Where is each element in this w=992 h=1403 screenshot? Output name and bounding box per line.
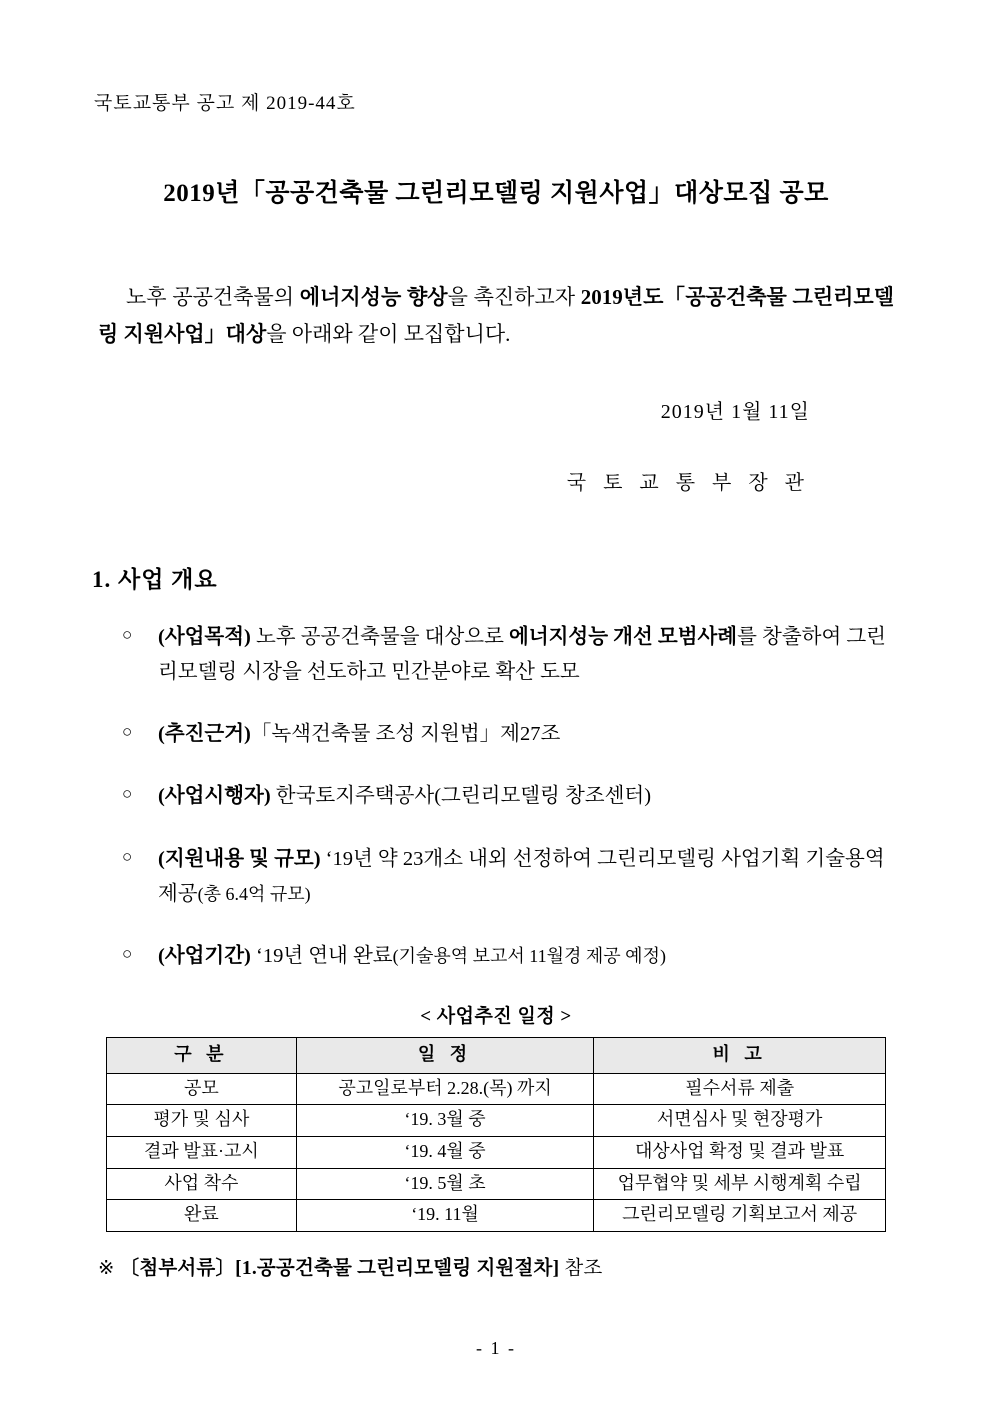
bullet-text-a: ‘19년 약 23개소 내외 선정하여 그린리모델링 사업기획 기술용역 제공 [158, 847, 885, 905]
table-header-row [107, 1038, 886, 1074]
list-item [114, 842, 900, 913]
bullet-marker-icon: ○ [122, 722, 133, 741]
table-row [107, 1200, 886, 1232]
bullet-text-small: (기술용역 보고서 11월경 제공 예정) [392, 946, 666, 966]
table-cell: ‘19. 4월 중 [296, 1137, 594, 1169]
bullet-label: (사업기간) [158, 945, 251, 967]
list-item [114, 939, 900, 974]
table-cell: 공모 [107, 1073, 297, 1105]
intro-text-3: 을 아래와 같이 모집합니다. [266, 321, 511, 346]
bullet-marker-icon: ○ [122, 846, 133, 866]
bullet-text-a: 노후 공공건축물을 대상으로 [250, 625, 510, 648]
table-row [107, 1168, 886, 1200]
issue-date: 2019년 1월 11일 [660, 400, 810, 423]
intro-bold-1: 에너지성능 향상 [299, 285, 448, 309]
bullet-marker-icon: ○ [122, 624, 133, 644]
page-number: - 1 - [476, 1338, 516, 1358]
bullet-text-a: 「녹색건축물 조성 지원법」제27조 [250, 723, 561, 745]
bullet-text-bold: 에너지성능 개선 모범사례 [509, 625, 738, 648]
bullet-text-small: (총 6.4억 규모) [197, 883, 311, 904]
table-cell: 서면심사 및 현장평가 [594, 1105, 886, 1137]
bullet-label: (사업시행자) [158, 785, 271, 808]
table-header-cell: 일 정 [296, 1038, 594, 1074]
table-cell: ‘19. 5월 초 [296, 1168, 594, 1200]
table-cell: 대상사업 확정 및 결과 발표 [594, 1137, 886, 1169]
intro-bold-2: 2019년도「공공건축물 그린리모델링 지원사업」대상 [98, 285, 894, 346]
intro-text-1: 노후 공공건축물의 [126, 285, 300, 309]
document-number: 국토교통부 공고 제 2019-44호 [94, 93, 356, 114]
table-cell: 업무협약 및 세부 시행계획 수립 [594, 1168, 886, 1200]
table-row [107, 1073, 886, 1105]
table-cell: 공고일로부터 2.28.(목) 까지 [296, 1073, 594, 1105]
table-cell: 사업 착수 [107, 1168, 297, 1200]
footnote-text: 참조 [559, 1257, 603, 1279]
intro-paragraph [98, 279, 894, 353]
section-heading-overview: 1. 사업 개요 [92, 566, 218, 592]
overview-bullet-list [114, 620, 900, 975]
schedule-table-caption: < 사업추진 일정 > [420, 1006, 572, 1028]
bullet-text-c: 를 창출하여 그린리모델링 시장을 선도하고 민간분야로 확산 도모 [158, 625, 886, 683]
table-cell: ‘19. 3월 중 [296, 1105, 594, 1137]
bullet-marker-icon: ○ [122, 784, 133, 804]
footnote [98, 1252, 900, 1280]
table-cell: 그린리모델링 기획보고서 제공 [594, 1200, 886, 1232]
list-item [114, 717, 900, 752]
table-header-cell: 비 고 [594, 1038, 886, 1074]
table-cell: 필수서류 제출 [594, 1073, 886, 1105]
signer-name: 국 토 교 통 부 장 관 [566, 471, 810, 494]
table-cell: 완료 [107, 1200, 297, 1232]
table-cell: 결과 발표·고시 [107, 1137, 297, 1169]
bullet-text-a: 한국토지주택공사(그린리모델링 창조센터) [270, 785, 652, 808]
list-item [114, 620, 900, 691]
table-row [107, 1137, 886, 1169]
table-cell: 평가 및 심사 [107, 1105, 297, 1137]
footnote-text-bold: 〔첨부서류〕[1.공공건축물 그린리모델링 지원절차] [119, 1257, 560, 1279]
bullet-label: (지원내용 및 규모) [158, 847, 321, 870]
bullet-label: (사업목적) [158, 625, 251, 648]
table-header-cell: 구 분 [107, 1038, 297, 1074]
bullet-text-a: ‘19년 연내 완료 [250, 945, 393, 967]
intro-text-2: 을 촉진하고자 [447, 285, 581, 309]
page-title: 2019년「공공건축물 그린리모델링 지원사업」대상모집 공모 [163, 180, 829, 207]
footnote-mark-icon: ※ [98, 1257, 120, 1279]
table-cell: ‘19. 11월 [296, 1200, 594, 1232]
bullet-marker-icon: ○ [122, 944, 133, 963]
list-item [114, 779, 900, 814]
bullet-label: (추진근거) [158, 723, 251, 745]
schedule-table [106, 1037, 886, 1232]
table-row [107, 1105, 886, 1137]
